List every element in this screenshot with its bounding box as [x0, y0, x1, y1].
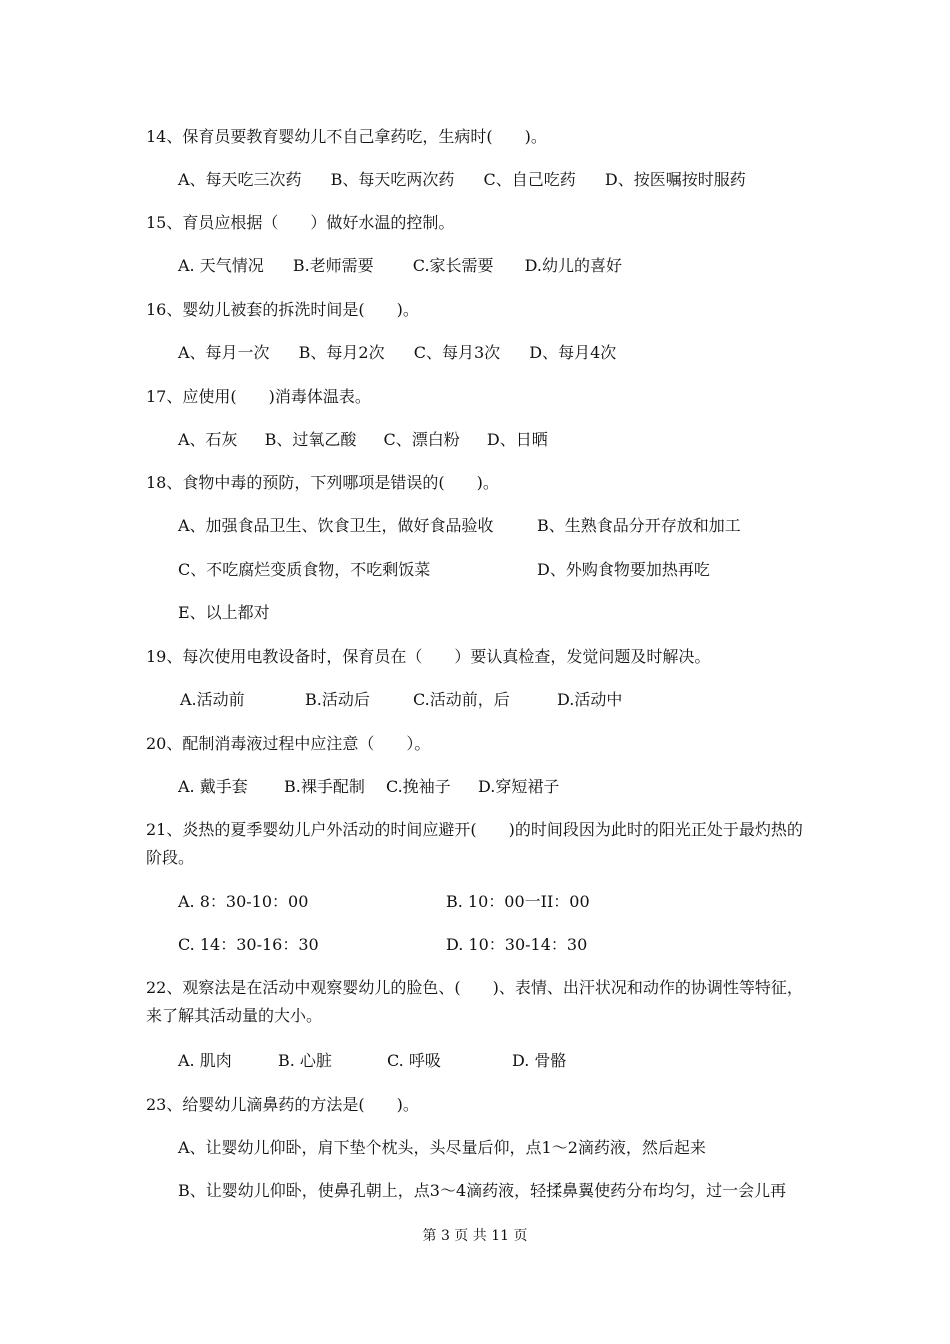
- option-21-c: C. 14：30-16：30: [178, 935, 319, 954]
- option-16-d: D、每月4次: [529, 343, 617, 362]
- option-18-c: C、不吃腐烂变质食物，不吃剩饭菜: [178, 560, 431, 579]
- question-18: 18、食物中毒的预防，下列哪项是错误的( )。: [146, 473, 499, 492]
- option-18-a: A、加强食品卫生、饮食卫生，做好食品验收: [178, 516, 494, 535]
- option-16-b: B、每月2次: [298, 343, 385, 362]
- question-16: 16、婴幼儿被套的拆洗时间是( )。: [146, 300, 419, 319]
- question-15: 15、育员应根据（ ）做好水温的控制。: [146, 213, 455, 232]
- question-22: 22、观察法是在活动中观察婴幼儿的脸色、( )、表情、出汗状况和动作的协调性等特征，来了解其活动量的大小。: [146, 978, 803, 1025]
- option-17-c: C、漂白粉: [383, 430, 460, 449]
- option-19-c: C.活动前，后: [413, 690, 510, 709]
- option-22-b: B. 心脏: [278, 1051, 332, 1070]
- option-15-b: B.老师需要: [292, 256, 374, 275]
- option-20-d: D.穿短裙子: [478, 777, 560, 796]
- option-18-b: B、生熟食品分开存放和加工: [537, 516, 741, 535]
- option-21-d: D. 10：30-14：30: [446, 935, 588, 954]
- option-18-e: E、以上都对: [178, 603, 270, 622]
- options-16: [178, 341, 616, 365]
- option-15-d: D.幼儿的喜好: [524, 256, 622, 275]
- option-22-a: A. 肌肉: [178, 1051, 232, 1070]
- option-19-b: B.活动后: [305, 690, 370, 709]
- option-19-a: A.活动前: [180, 690, 245, 709]
- option-15-a: A. 天气情况: [178, 256, 264, 275]
- option-20-c: C.挽袖子: [386, 777, 451, 796]
- option-19-d: D.活动中: [557, 690, 623, 709]
- page-footer: 第 3 页 共 11 页: [422, 1228, 528, 1244]
- option-23-a: A、让婴幼儿仰卧，肩下垫个枕头，头尽量后仰，点1～2滴药液，然后起来: [178, 1138, 706, 1157]
- option-22-d: D. 骨骼: [512, 1051, 567, 1070]
- question-19: 19、每次使用电教设备时，保育员在（ ）要认真检查，发觉问题及时解决。: [146, 647, 711, 666]
- question-17: 17、应使用( )消毒体温表。: [146, 387, 371, 406]
- option-21-b: B. 10：00一II：00: [446, 892, 590, 911]
- option-18-d: D、外购食物要加热再吃: [537, 560, 710, 579]
- option-20-b: B.裸手配制: [284, 777, 365, 796]
- option-16-a: A、每月一次: [178, 343, 270, 362]
- option-17-a: A、石灰: [178, 430, 238, 449]
- options-17: [178, 428, 548, 452]
- question-21: 21、炎热的夏季婴幼儿户外活动的时间应避开( )的时间段因为此时的阳光正处于最灼热的阶段。: [146, 820, 803, 867]
- option-17-b: B、过氧乙酸: [264, 430, 357, 449]
- option-14-c: C、自己吃药: [483, 170, 576, 189]
- option-22-c: C. 呼吸: [387, 1051, 441, 1070]
- option-15-c: C.家长需要: [412, 256, 494, 275]
- option-16-c: C、每月3次: [413, 343, 501, 362]
- options-14: [178, 168, 746, 192]
- option-14-d: D、按医嘱按时服药: [604, 170, 746, 189]
- option-20-a: A. 戴手套: [178, 777, 248, 796]
- option-21-a: A. 8：30-10：00: [178, 892, 309, 911]
- question-14: 14、保育员要教育婴幼儿不自己拿药吃，生病时( )。: [146, 127, 547, 146]
- option-14-a: A、每天吃三次药: [178, 170, 302, 189]
- option-17-d: D、日晒: [486, 430, 548, 449]
- options-15: [178, 254, 622, 278]
- option-14-b: B、每天吃两次药: [330, 170, 455, 189]
- option-23-b: B、让婴幼儿仰卧，使鼻孔朝上，点3～4滴药液，轻揉鼻翼使药分布均匀，过一会儿再: [178, 1181, 787, 1200]
- question-20: 20、配制消毒液过程中应注意（ ）。: [146, 734, 431, 753]
- question-23: 23、给婴幼儿滴鼻药的方法是( )。: [146, 1095, 419, 1114]
